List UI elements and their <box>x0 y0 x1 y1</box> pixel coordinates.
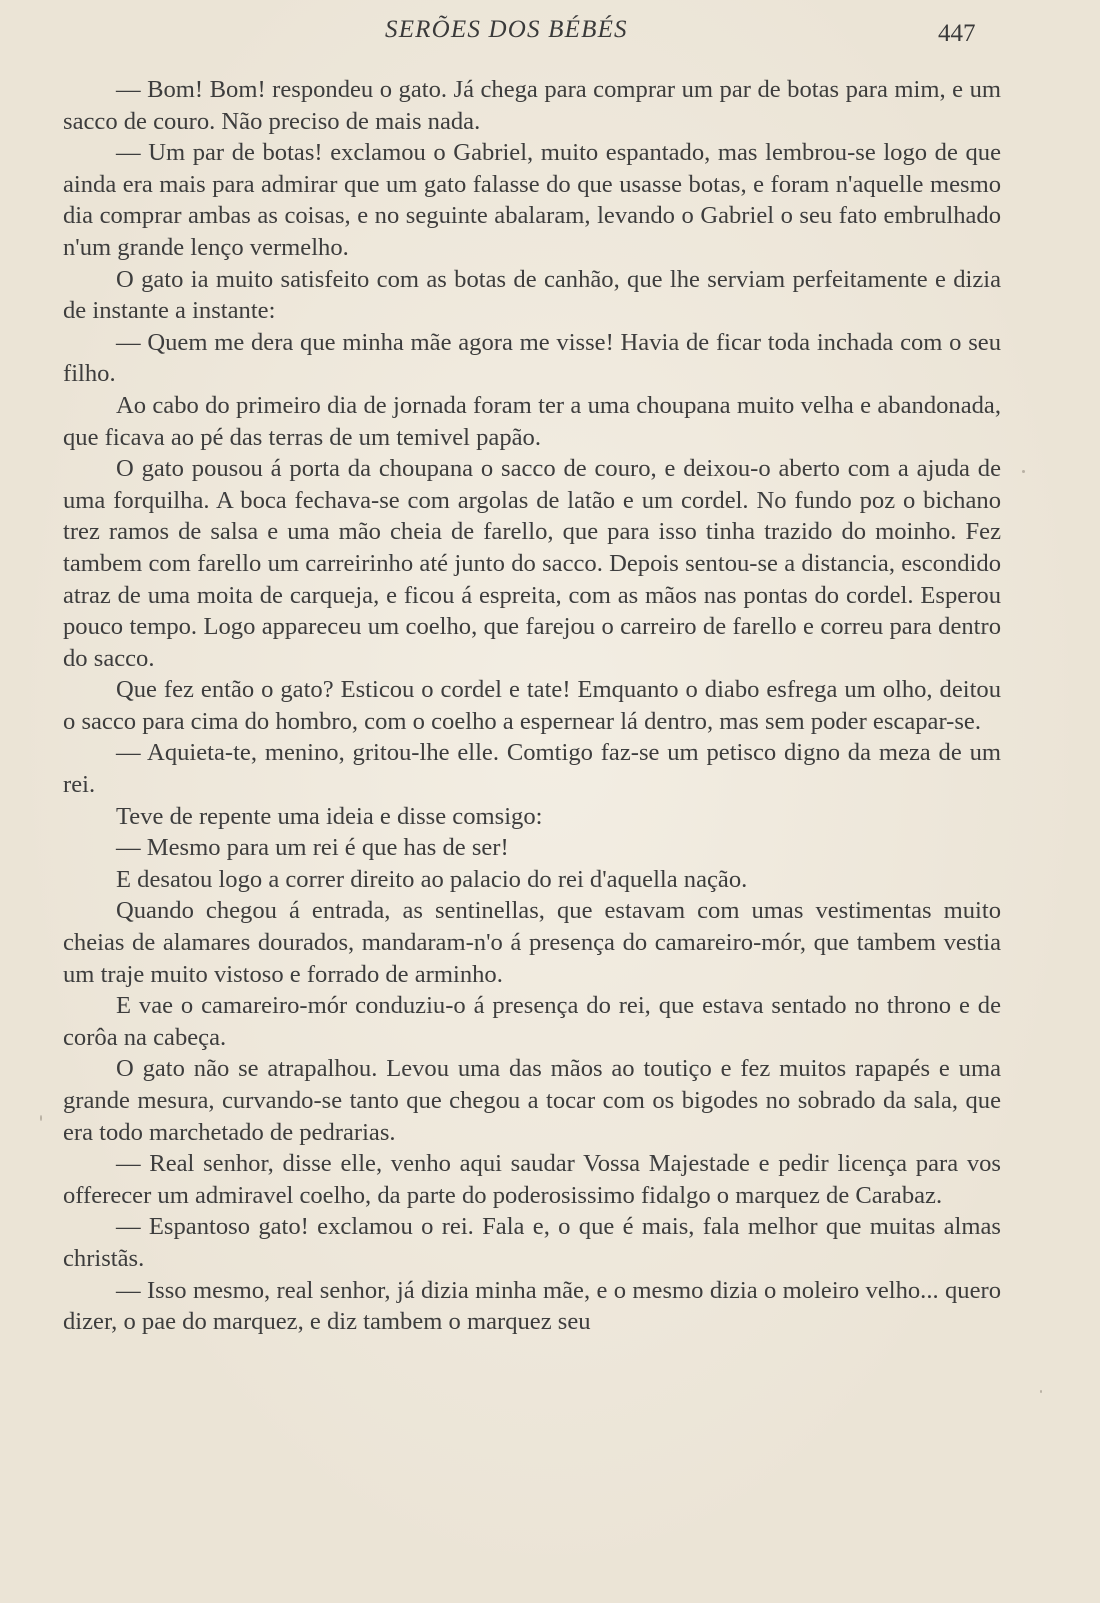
paragraph: E vae o camareiro-mór conduziu-o á presença do rei, que estava sentado no throno e de corôa na cabeça. <box>63 992 1001 1051</box>
page-number: 447 <box>938 20 976 47</box>
paragraph: Quando chegou á entrada, as sentinellas, que estavam com umas vestimentas muito cheias de alamares dourados, mandaram-n'o á presença do camareiro-mór, que tambem vestia um traje muito vistoso e forrado de arminho. <box>63 897 1001 988</box>
paragraph: — Quem me dera que minha mãe agora me visse! Havia de ficar toda inchada com o seu filho. <box>63 328 1001 388</box>
paragraph: O gato ia muito satisfeito com as botas de canhão, que lhe serviam perfeitamente e dizia de instante a instante: <box>63 265 1001 325</box>
paragraph: Ao cabo do primeiro dia de jornada foram ter a uma choupana muito velha e abandonada, que ficava ao pé das terras de um temivel papão. <box>63 391 1001 451</box>
paragraph: — Mesmo para um rei é que has de ser! <box>116 834 509 862</box>
paragraph: — Espantoso gato! exclamou o rei. Fala e, o que é mais, fala melhor que muitas almas christãs. <box>63 1213 1001 1272</box>
page-header <box>0 14 1100 54</box>
paragraph: Que fez então o gato? Esticou o cordel e tate! Emquanto o diabo esfrega um olho, deitou o sacco para cima do hombro, com o coelho a espernear lá dentro, mas sem poder escapar-se. <box>63 676 1001 735</box>
paragraph: Teve de repente uma ideia e disse comsigo: <box>116 802 543 830</box>
paragraph: — Isso mesmo, real senhor, já dizia minha mãe, e o mesmo dizia o moleiro velho... quero dizer, o pae do marquez, e diz tambem o marquez seu <box>63 1276 1001 1336</box>
paragraph: — Aquieta-te, menino, gritou-lhe elle. Comtigo faz-se um petisco digno da meza de um rei. <box>63 739 1001 799</box>
paper-speck <box>1040 1390 1042 1393</box>
paper-speck <box>1022 470 1025 473</box>
paragraph: O gato não se atrapalhou. Levou uma das mãos ao toutiço e fez muitos rapapés e uma grande mesura, curvando-se tanto que chegou a tocar com os bigodes no sobrado da sala, que era todo marchetado de pedrarias. <box>63 1055 1001 1146</box>
paragraph: — Real senhor, disse elle, venho aqui saudar Vossa Majestade e pedir licença para vos offerecer um admiravel coelho, da parte do poderosissimo fidalgo o marquez de Carabaz. <box>63 1150 1001 1209</box>
paragraph: E desatou logo a correr direito ao palacio do rei d'aquella nação. <box>116 865 748 893</box>
paragraph: O gato pousou á porta da choupana o sacco de couro, e deixou-o aberto com a ajuda de uma forquilha. A boca fechava-se com argolas de latão e um cordel. No fundo poz o bichano trez ramos de salsa e uma mão cheia de farello, que para isso tinha trazido do moinho. Fez tambem com farello um carreirinho até junto do sacco. Depois sentou-se a distancia, escondido atraz de uma moita de carqueja, e ficou á espreita, com as mãos nas pontas do cordel. Esperou pouco tempo. Logo appareceu um coelho, que farejou o carreiro de farello e correu para dentro do sacco. <box>63 455 1001 672</box>
paragraph: — Bom! Bom! respondeu o gato. Já chega para comprar um par de botas para mim, e um sacco de couro. Não preciso de mais nada. <box>63 76 1001 135</box>
paper-speck <box>40 1115 42 1121</box>
running-title: SERÕES DOS BÉBÉS <box>385 16 628 43</box>
paper-speck <box>828 283 830 285</box>
body-text <box>63 74 1001 1338</box>
paragraph: — Um par de botas! exclamou o Gabriel, muito espantado, mas lembrou-se logo de que ainda era mais para admirar que um gato falasse do que usasse botas, e foram n'aquelle mesmo dia comprar ambas as coisas, e no seguinte abalaram, levando o Gabriel o seu fato embrulhado n'um grande lenço vermelho. <box>63 139 1001 261</box>
